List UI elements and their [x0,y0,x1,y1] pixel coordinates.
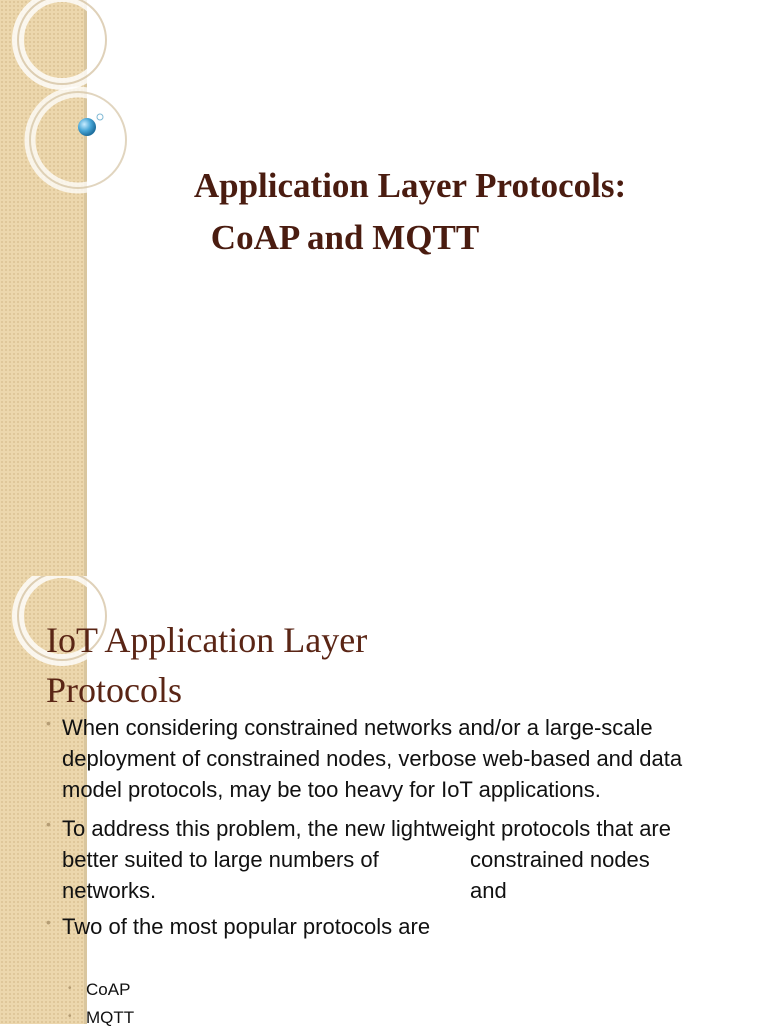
bullet-icon: • [68,1011,72,1022]
bullet-text: Two of the most popular protocols are [62,914,431,939]
small-ring-icon [97,114,103,120]
list-item [46,976,346,1004]
list-item [46,1004,346,1032]
title-line-2: CoAP and MQTT [210,218,480,257]
bullet-text: To address this problem, the new lightweight protocols that are [62,816,671,841]
sub-bullet-text: MQTT [86,1008,135,1027]
bullet-text-column-2: constrained nodes and [470,847,650,903]
list-item [46,911,446,942]
bullet-text: When considering constrained networks and/or a large-scale deployment of constrained nodes, verbose web-based and data model protocols, may be too heavy for IoT applications. [62,715,683,802]
bullet-icon: • [46,715,51,731]
sub-bullet-text: CoAP [86,980,131,999]
bullet-icon: • [46,816,51,832]
bullet-text-column-1: better suited to large numbers of networks. [62,847,379,903]
title-line-1: IoT Application Layer [46,620,368,660]
title-line-2: Protocols [46,670,183,710]
bullet-icon: • [68,983,72,994]
bullet-icon: • [46,914,51,930]
slide-1-title [100,160,720,264]
list-item [46,712,736,805]
title-line-1: Application Layer Protocols: [193,166,627,205]
list-item [46,813,736,844]
slide-2-title [46,615,646,715]
blue-ball-icon [78,118,96,136]
slide-2-body [46,712,736,1027]
